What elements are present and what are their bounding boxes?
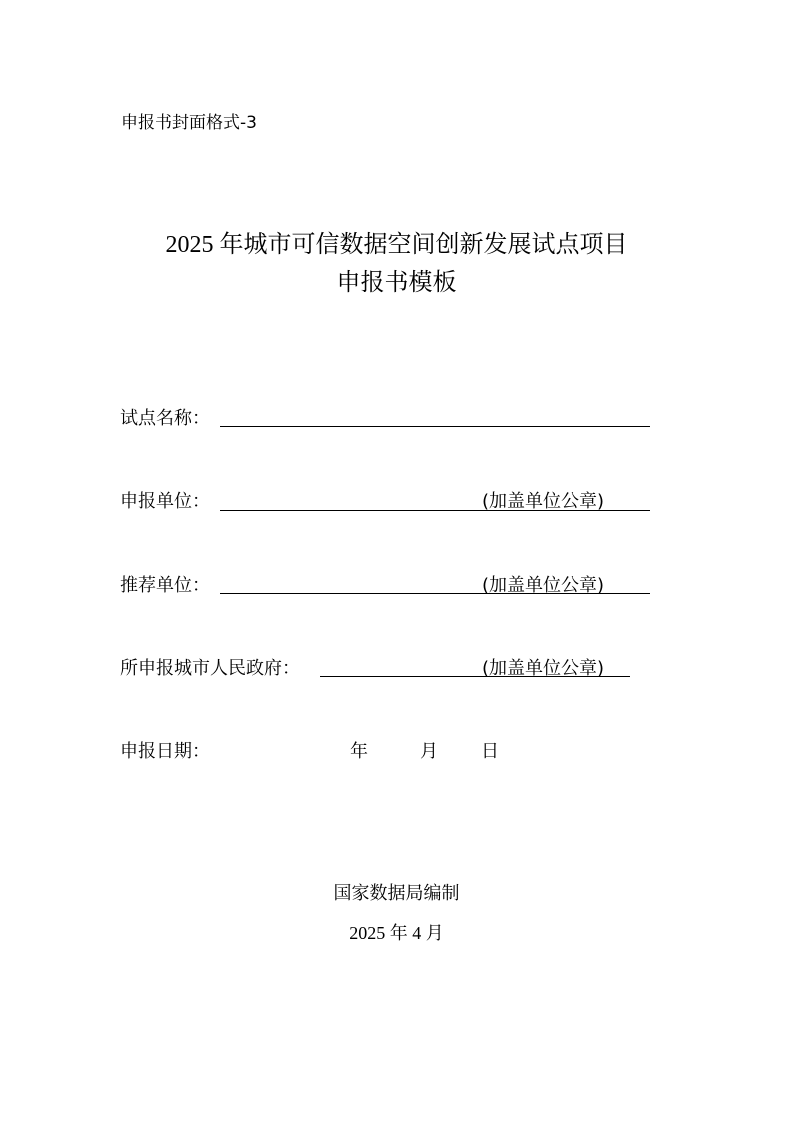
- applicant-seal-note: (加盖单位公章): [482, 491, 605, 512]
- city-gov-label: 所申报城市人民政府：: [120, 658, 300, 679]
- recommender-label: 推荐单位：: [120, 575, 210, 596]
- pilot-name-label: 试点名称：: [120, 408, 210, 429]
- issue-date: 2025 年 4 月: [349, 923, 444, 943]
- date-year: 年: [350, 741, 368, 762]
- pilot-name-line: [220, 426, 650, 427]
- format-label: 申报书封面格式-3: [121, 113, 257, 133]
- date-day: 日: [481, 741, 499, 762]
- issuer: 国家数据局编制: [333, 883, 460, 904]
- document-title: 2025 年城市可信数据空间创新发展试点项目: [165, 232, 628, 258]
- document-subtitle: 申报书模板: [336, 268, 457, 296]
- city-gov-seal-note: (加盖单位公章): [482, 658, 605, 679]
- date-month: 月: [420, 741, 438, 762]
- applicant-label: 申报单位：: [120, 491, 210, 512]
- date-label: 申报日期：: [120, 741, 210, 762]
- recommender-seal-note: (加盖单位公章): [482, 575, 605, 596]
